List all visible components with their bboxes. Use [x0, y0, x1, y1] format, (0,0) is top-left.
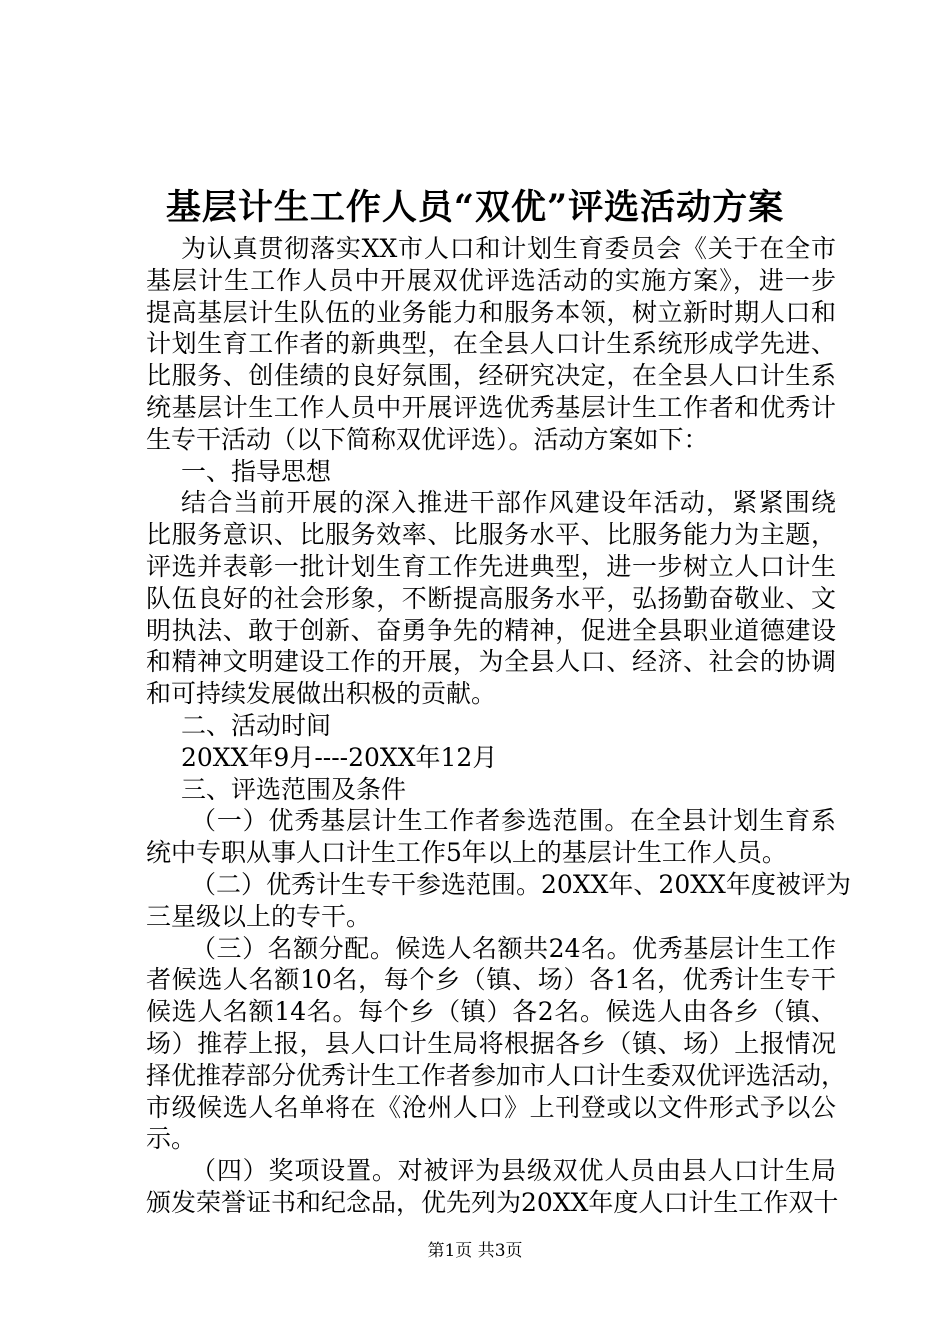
text-line: 评选并表彰一批计划生育工作先进典型，进一步树立人口计生	[146, 551, 836, 581]
section-heading: 三、评选范围及条件	[181, 774, 407, 804]
text-line: 生专干活动（以下简称双优评选）。活动方案如下：	[146, 424, 709, 454]
text-line: （一）优秀基层计生工作者参选范围。在全县计划生育系	[191, 806, 836, 836]
text-line: 比服务意识、比服务效率、比服务水平、比服务能力为主题，	[146, 520, 836, 550]
text-line: 颁发荣誉证书和纪念品，优先列为20XX年度人口计生工作双十	[146, 1187, 839, 1217]
document-title: 基层计生工作人员“双优”评选活动方案	[165, 187, 785, 228]
section-heading: 一、指导思想	[181, 456, 332, 486]
text-line: 和可持续发展做出积极的贡献。	[146, 679, 497, 709]
text-line: 者候选人名额10名，每个乡（镇、场）各1名，优秀计生专干	[146, 965, 836, 995]
text-line: 统中专职从事人口计生工作5年以上的基层计生工作人员。	[146, 838, 787, 868]
text-line: 市级候选人名单将在《沧州人口》上刊登或以文件形式予以公	[146, 1092, 836, 1122]
text-line: 20XX年9月----20XX年12月	[181, 742, 498, 772]
page-number: 第1页 共3页	[427, 1241, 523, 1261]
text-line: 结合当前开展的深入推进干部作风建设年活动，紧紧围绕	[181, 488, 836, 518]
text-line: （二）优秀计生专干参选范围。20XX年、20XX年度被评为	[191, 869, 851, 899]
text-line: 候选人名额14名。每个乡（镇）各2名。候选人由各乡（镇、	[146, 997, 836, 1027]
text-line: 计划生育工作者的新典型，在全县人口计生系统形成学先进、	[146, 329, 836, 359]
document-body	[146, 233, 851, 1219]
text-line: 示。	[146, 1124, 197, 1154]
text-line: 场）推荐上报，县人口计生局将根据各乡（镇、场）上报情况	[146, 1028, 836, 1058]
text-line: 基层计生工作人员中开展双优评选活动的实施方案》，进一步	[146, 265, 836, 295]
text-line: 三星级以上的专干。	[146, 901, 372, 931]
text-line: （四）奖项设置。对被评为县级双优人员由县人口计生局	[191, 1156, 836, 1186]
text-line: 明执法、敢于创新、奋勇争先的精神，促进全县职业道德建设	[146, 615, 836, 645]
text-line: 择优推荐部分优秀计生工作者参加市人口计生委双优评选活动，	[146, 1060, 847, 1090]
text-line: 和精神文明建设工作的开展，为全县人口、经济、社会的协调	[146, 647, 836, 677]
text-line: 统基层计生工作人员中开展评选优秀基层计生工作者和优秀计	[146, 392, 836, 422]
text-line: 提高基层计生队伍的业务能力和服务本领，树立新时期人口和	[146, 297, 836, 327]
text-line: 队伍良好的社会形象，不断提高服务水平，弘扬勤奋敬业、文	[146, 583, 836, 613]
text-line: 为认真贯彻落实XX市人口和计划生育委员会《关于在全市	[181, 234, 836, 263]
text-line: 比服务、创佳绩的良好氛围，经研究决定，在全县人口计生系	[146, 361, 836, 391]
text-line: （三）名额分配。候选人名额共24名。优秀基层计生工作	[191, 933, 836, 963]
section-heading: 二、活动时间	[181, 710, 332, 740]
